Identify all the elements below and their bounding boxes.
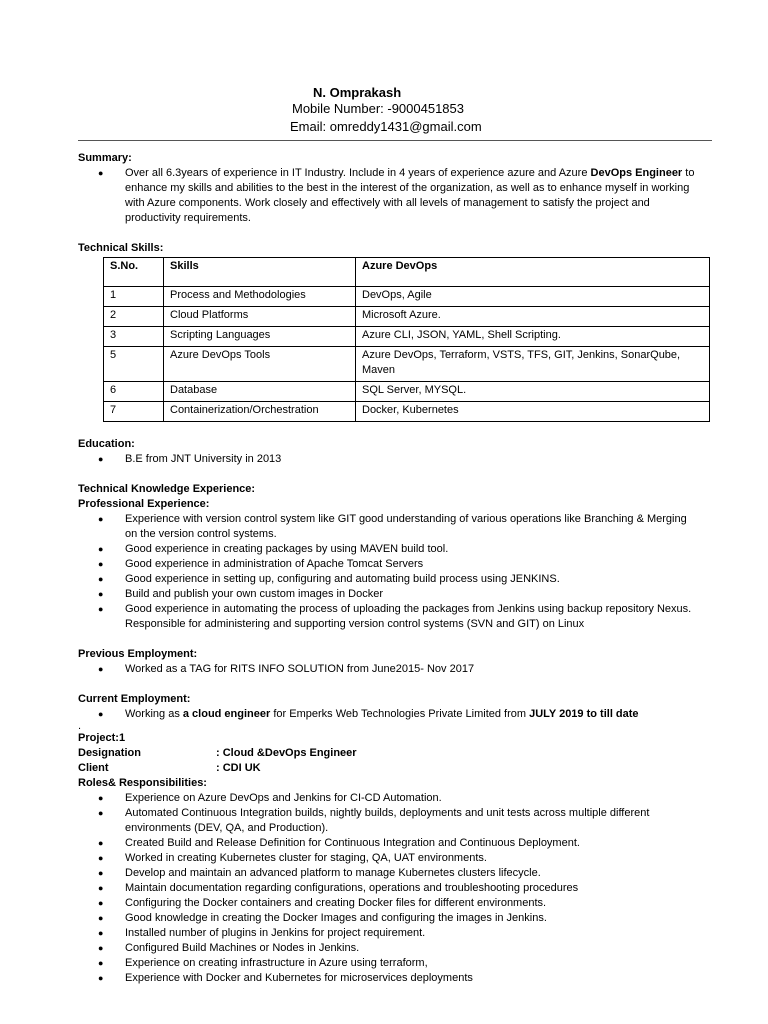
list-item: ● Build and publish your own custom images in Docker xyxy=(78,587,698,602)
skills-sno: 6 xyxy=(104,382,164,402)
designation-label: Designation xyxy=(78,747,141,759)
previous-employment-list xyxy=(78,662,698,677)
skills-header-row xyxy=(104,258,710,287)
current-employment-title: Current Employment: xyxy=(78,693,191,705)
skills-skill: Cloud Platforms xyxy=(164,307,356,327)
resume-body xyxy=(78,151,698,986)
list-item: ● Good experience in creating packages by using MAVEN build tool. xyxy=(78,542,698,557)
skills-tools: Azure DevOps, Terraform, VSTS, TFS, GIT, Jenkins, SonarQube, Maven xyxy=(356,347,710,382)
summary-list xyxy=(78,166,698,226)
skills-tools: Microsoft Azure. xyxy=(356,307,710,327)
previous-employment-title: Previous Employment: xyxy=(78,648,198,660)
list-item: ● Experience on Azure DevOps and Jenkins for CI-CD Automation. xyxy=(78,791,698,806)
current-text-3: for Emperks Web Technologies Private Limited from xyxy=(270,708,530,720)
education-title: Education: xyxy=(78,438,135,450)
current-text-1: Working as xyxy=(125,708,183,720)
list-item: ● Automated Continuous Integration builds, nightly builds, deployments and unit tests across multiple different environments (DEV, QA, and Production). xyxy=(78,806,698,836)
mobile-number: Mobile Number: -9000451853 xyxy=(292,101,464,116)
list-item: ● Experience on creating infrastructure in Azure using terraform, xyxy=(78,956,698,971)
skills-tools: DevOps, Agile xyxy=(356,287,710,307)
skills-sno: 7 xyxy=(104,402,164,422)
current-dates: JULY 2019 to till date xyxy=(529,708,639,720)
current-employment-list xyxy=(78,707,698,722)
summary-text-bold: DevOps Engineer xyxy=(590,167,683,179)
designation-value: : Cloud &DevOps Engineer xyxy=(216,747,357,759)
skills-title: Technical Skills: xyxy=(78,242,164,254)
header-divider xyxy=(78,140,712,141)
list-item: ● Created Build and Release Definition for Continuous Integration and Continuous Deployment. xyxy=(78,836,698,851)
list-item: ● B.E from JNT University in 2013 xyxy=(78,452,698,467)
current-role: a cloud engineer xyxy=(182,708,271,720)
list-item: ● Worked in creating Kubernetes cluster for staging, QA, UAT environments. xyxy=(78,851,698,866)
client-label: Client xyxy=(78,762,109,774)
professional-experience-title: Professional Experience: xyxy=(78,498,210,510)
skills-header-sno: S.No. xyxy=(104,258,164,287)
list-item: ● Configured Build Machines or Nodes in Jenkins. xyxy=(78,941,698,956)
table-row xyxy=(104,347,710,382)
list-item: ● Installed number of plugins in Jenkins for project requirement. xyxy=(78,926,698,941)
list-item: ● Good experience in administration of Apache Tomcat Servers xyxy=(78,557,698,572)
skills-skill: Containerization/Orchestration xyxy=(164,402,356,422)
email-address: Email: omreddy1431@gmail.com xyxy=(290,119,482,134)
skills-skill: Database xyxy=(164,382,356,402)
skills-tools: Azure CLI, JSON, YAML, Shell Scripting. xyxy=(356,327,710,347)
skills-tools: SQL Server, MYSQL. xyxy=(356,382,710,402)
table-row xyxy=(104,287,710,307)
skills-header-azure: Azure DevOps xyxy=(356,258,710,287)
list-item: ● Good knowledge in creating the Docker Images and configuring the images in Jenkins. xyxy=(78,911,698,926)
skills-sno: 1 xyxy=(104,287,164,307)
list-item: ● Good experience in automating the process of uploading the packages from Jenkins using backup repository Nexus. Responsible for administering and supporting version control systems (SVN and GIT) on Linux xyxy=(78,602,698,632)
candidate-name: N. Omprakash xyxy=(313,85,402,100)
client-value: : CDI UK xyxy=(216,762,261,774)
table-row xyxy=(104,327,710,347)
skills-skill: Azure DevOps Tools xyxy=(164,347,356,382)
skills-tools: Docker, Kubernetes xyxy=(356,402,710,422)
list-item: ● Develop and maintain an advanced platform to manage Kubernetes clusters lifecycle. xyxy=(78,866,698,881)
education-list xyxy=(78,452,698,467)
summary-item xyxy=(78,166,698,226)
project-title: Project:1 xyxy=(78,732,126,744)
skills-skill: Process and Methodologies xyxy=(164,287,356,307)
project-client-row xyxy=(78,761,698,776)
list-item: ● Experience with Docker and Kubernetes for microservices deployments xyxy=(78,971,698,986)
list-item: ● Experience with version control system like GIT good understanding of various operations like Branching & Merging on the version control systems. xyxy=(78,512,698,542)
table-row xyxy=(104,402,710,422)
skills-header-skills: Skills xyxy=(164,258,356,287)
project-designation-row xyxy=(78,746,698,761)
list-item: ● Configuring the Docker containers and creating Docker files for different environments. xyxy=(78,896,698,911)
summary-title: Summary: xyxy=(78,152,132,164)
skills-skill: Scripting Languages xyxy=(164,327,356,347)
skills-sno: 3 xyxy=(104,327,164,347)
table-row xyxy=(104,307,710,327)
roles-list xyxy=(78,791,698,986)
skills-sno: 2 xyxy=(104,307,164,327)
list-item: ● Good experience in setting up, configuring and automating build process using JENKINS. xyxy=(78,572,698,587)
tech-title: Technical Knowledge Experience: xyxy=(78,483,256,495)
summary-text-after: to enhance my skills and abilities to the best in the interest of the organization, as well as to enhance myself in working with Azure components. Work closely and effectively with all levels of management to satisfy the project and productivity requirements. xyxy=(125,167,695,224)
professional-experience-list xyxy=(78,512,698,632)
roles-title: Roles& Responsibilities: xyxy=(78,777,207,789)
summary-text-before: Over all 6.3years of experience in IT Industry. Include in 4 years of experience azure and Azure xyxy=(125,167,591,179)
skills-table xyxy=(103,257,710,422)
table-row xyxy=(104,382,710,402)
current-trailing-dot: . xyxy=(78,720,82,732)
list-item: ● Maintain documentation regarding configurations, operations and troubleshooting procedures xyxy=(78,881,698,896)
list-item xyxy=(78,707,698,722)
list-item: ● Worked as a TAG for RITS INFO SOLUTION from June2015- Nov 2017 xyxy=(78,662,698,677)
skills-sno: 5 xyxy=(104,347,164,382)
